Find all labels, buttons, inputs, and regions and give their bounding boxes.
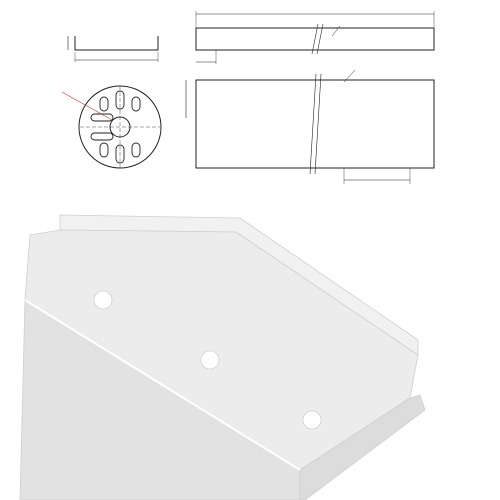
perforation-disc — [62, 86, 161, 168]
side-view-panel — [196, 11, 434, 64]
top-view-panel — [186, 70, 434, 184]
cable-tray-render — [20, 215, 425, 500]
tray-cross-section — [68, 36, 158, 62]
